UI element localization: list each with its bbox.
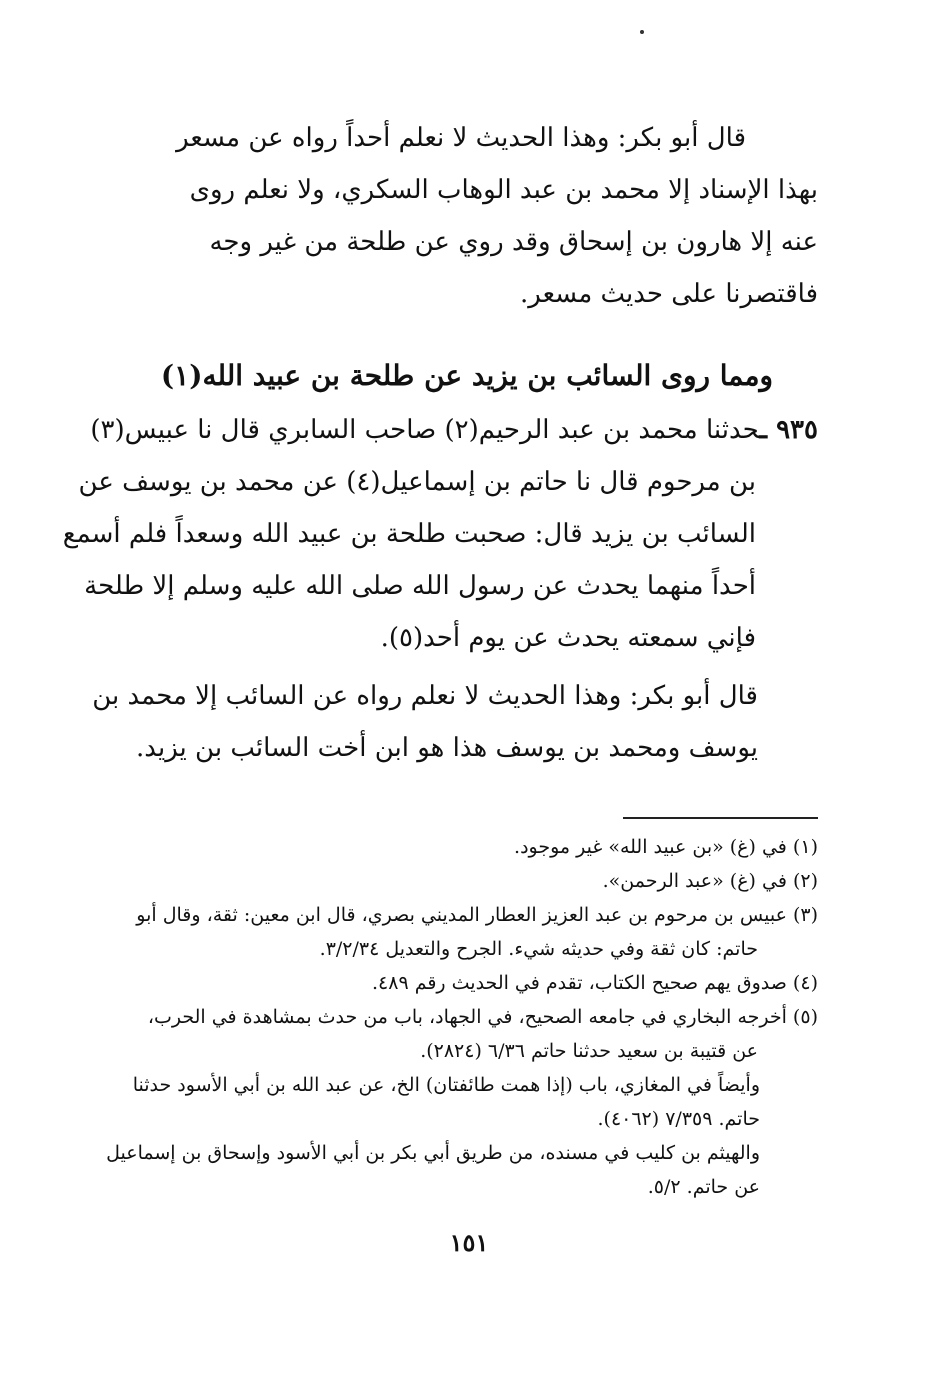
paragraph-1	[118, 112, 818, 320]
hadith-line: فإني سمعته يحدث عن يوم أحد(٥).	[380, 623, 756, 653]
paragraph-line: بهذا الإسناد إلا محمد بن عبد الوهاب السكري، ولا نعلم روى	[189, 175, 818, 205]
paragraph-2	[92, 670, 758, 774]
footnote-separator	[623, 817, 818, 819]
footnote-line: عن حاتم. ٥/٢.	[647, 1176, 760, 1198]
hadith-935	[62, 404, 818, 664]
footnote-line: حاتم. ٧/٣٥٩ (٤٠٦٢).	[597, 1108, 760, 1130]
footnote-line: والهيثم بن كليب في مسنده، من طريق أبي بكر بن أبي الأسود وإسحاق بن إسماعيل	[106, 1142, 760, 1164]
footnote-line: (٢) في (غ) «عبد الرحمن».	[602, 870, 818, 892]
hadith-line: بن مرحوم قال نا حاتم بن إسماعيل(٤) عن محمد بن يوسف عن	[78, 467, 756, 497]
paragraph-line: قال أبو بكر: وهذا الحديث لا نعلم رواه عن السائب إلا محمد بن	[92, 681, 758, 711]
footnote-line: (٤) صدوق يهم صحيح الكتاب، تقدم في الحديث رقم ٤٨٩.	[371, 972, 818, 994]
footnote-line: حاتم: كان ثقة وفي حديثه شيء. الجرح والتعديل ٣/٢/٣٤.	[319, 938, 758, 960]
hadith-first-line	[90, 404, 818, 456]
ink-dot	[640, 30, 644, 34]
footnote-line: (١) في (غ) «بن عبيد الله» غير موجود.	[514, 836, 818, 858]
paragraph-line: فاقتصرنا على حديث مسعر.	[519, 279, 818, 309]
paragraph-line: قال أبو بكر: وهذا الحديث لا نعلم أحداً رواه عن مسعر	[176, 123, 746, 153]
section-heading: ومما روى السائب بن يزيد عن طلحة بن عبيد الله(١)	[160, 359, 773, 392]
footnote-line: (٥) أخرجه البخاري في جامعه الصحيح، في الجهاد، باب من حدث بمشاهدة في الحرب،	[147, 1006, 818, 1028]
footnote-line: (٣) عبيس بن مرحوم بن عبد العزيز العطار المديني بصري، قال ابن معين: ثقة، وقال أبو	[136, 904, 818, 926]
hadith-line: السائب بن يزيد قال: صحبت طلحة بن عبيد الله وسعداً فلم أسمع	[62, 519, 756, 549]
page-number: ١٥١	[449, 1228, 489, 1257]
hadith-line: أحداً منهما يحدث عن رسول الله صلى الله عليه وسلم إلا طلحة	[84, 571, 756, 601]
hadith-line: حدثنا محمد بن عبد الرحيم(٢) صاحب السابري قال نا عبيس(٣)	[90, 415, 760, 445]
hadith-number: ٩٣٥ ـ	[759, 415, 818, 445]
footnote-line: عن قتيبة بن سعيد حدثنا حاتم ٦/٣٦ (٢٨٢٤).	[420, 1040, 758, 1062]
footnote-line: وأيضاً في المغازي، باب (إذا همت طائفتان) الخ، عن عبد الله بن أبي الأسود حدثنا	[132, 1074, 760, 1096]
paragraph-line: عنه إلا هارون بن إسحاق وقد روي عن طلحة من غير وجه	[209, 227, 818, 257]
footnotes	[106, 830, 818, 1204]
paragraph-line: يوسف ومحمد بن يوسف هذا هو ابن أخت السائب بن يزيد.	[136, 733, 758, 763]
